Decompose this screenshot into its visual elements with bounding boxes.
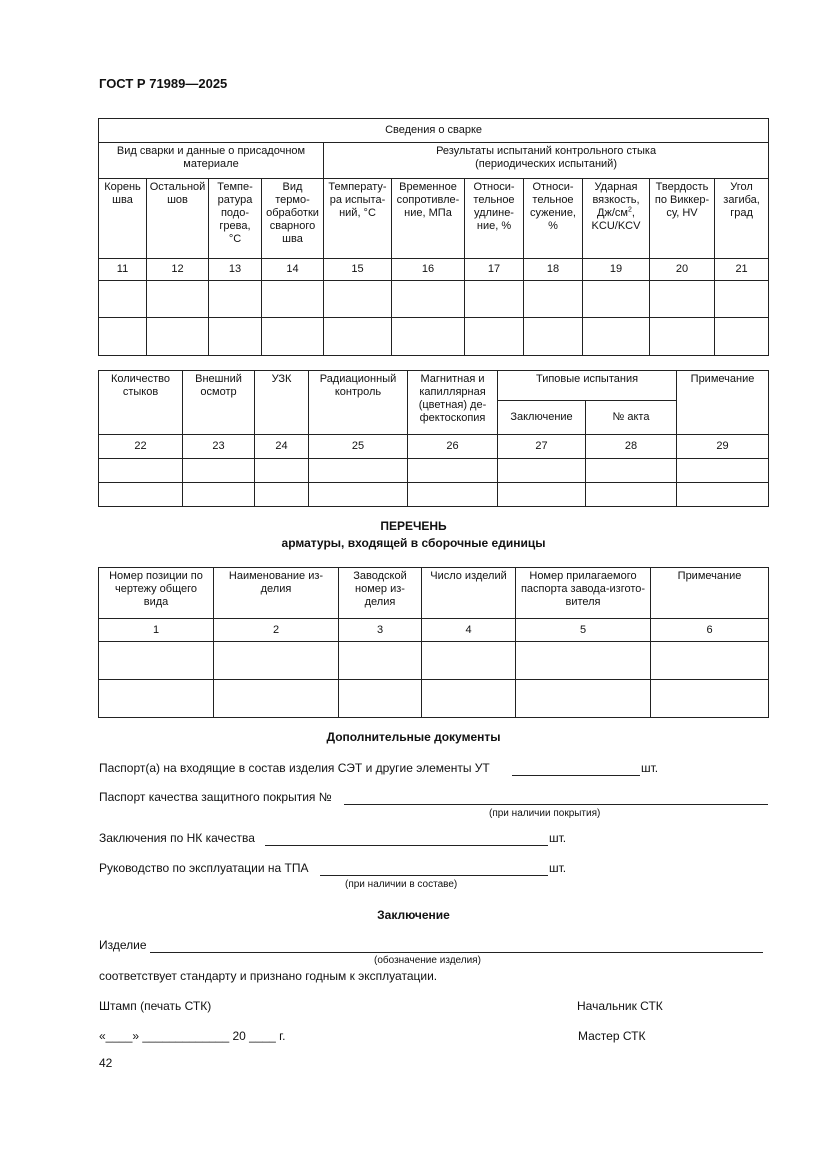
column-number: 4 bbox=[422, 619, 516, 642]
unit-pcs: шт. bbox=[641, 761, 659, 775]
nk-count-field[interactable] bbox=[265, 845, 548, 846]
column-header: Вид термо- обработки сварного шва bbox=[262, 179, 324, 259]
passport-count-field[interactable] bbox=[512, 775, 640, 776]
column-header: Номер прилагаемого паспорта завода-изгото- вителя bbox=[516, 568, 651, 619]
table-row bbox=[99, 680, 769, 718]
coating-line-label: Паспорт качества защитного покрытия № bbox=[99, 790, 332, 804]
type-tests-header: Типовые испытания bbox=[498, 371, 677, 401]
item-designation-field[interactable] bbox=[150, 952, 763, 953]
table-row bbox=[99, 483, 769, 507]
test-results-group-header: Результаты испытаний контрольного стыка (периодических испытаний) bbox=[324, 143, 769, 179]
column-number: 20 bbox=[650, 259, 715, 281]
column-header-impact: Ударная вязкость, $Дж/см^2$, KCU/KCV bbox=[583, 179, 650, 259]
column-number: 22 bbox=[99, 435, 183, 459]
column-header: Число изделий bbox=[422, 568, 516, 619]
unit-pcs: шт. bbox=[549, 861, 567, 875]
column-header: Относи- тельное сужение, % bbox=[524, 179, 583, 259]
impact-suffix: KCU/KCV bbox=[591, 220, 641, 232]
unit-pcs: шт. bbox=[549, 831, 567, 845]
head-label: Начальник СТК bbox=[577, 999, 663, 1013]
column-number: 21 bbox=[715, 259, 769, 281]
manual-line-label: Руководство по эксплуатации на ТПА bbox=[99, 861, 309, 875]
act-number-subheader: № акта bbox=[586, 401, 677, 435]
column-number: 1 bbox=[99, 619, 214, 642]
column-number: 17 bbox=[465, 259, 524, 281]
column-number: 26 bbox=[408, 435, 498, 459]
column-header: Относи- тельное удлине- ние, % bbox=[465, 179, 524, 259]
stamp-label: Штамп (печать СТК) bbox=[99, 999, 212, 1013]
column-header: Корень шва bbox=[99, 179, 147, 259]
column-header: Угол загиба, град bbox=[715, 179, 769, 259]
column-header: Наименование из- делия bbox=[214, 568, 339, 619]
additional-docs-title: Дополнительные документы bbox=[326, 730, 501, 744]
column-number: 24 bbox=[255, 435, 309, 459]
column-number: 13 bbox=[209, 259, 262, 281]
armature-list-title: ПЕРЕЧЕНЬ bbox=[380, 519, 447, 533]
column-header: Темпе- ратура подо- грева, °C bbox=[209, 179, 262, 259]
column-number: 28 bbox=[586, 435, 677, 459]
welding-group-header: Вид сварки и данные о присадочном материале bbox=[99, 143, 324, 179]
passport-line-label: Паспорт(а) на входящие в состав изделия СЭТ и другие элементы УТ bbox=[99, 761, 490, 775]
column-number: 3 bbox=[339, 619, 422, 642]
column-number: 19 bbox=[583, 259, 650, 281]
impact-superscript: 2 bbox=[627, 206, 632, 214]
column-number: 5 bbox=[516, 619, 651, 642]
welding-table-caption: Сведения о сварке bbox=[99, 119, 769, 143]
column-header: Заводской номер из- делия bbox=[339, 568, 422, 619]
column-header: Примечание bbox=[651, 568, 769, 619]
column-header: Временное сопротивле- ние, МПа bbox=[392, 179, 465, 259]
manual-count-field[interactable] bbox=[320, 875, 548, 876]
conclusion-title: Заключение bbox=[377, 908, 450, 922]
column-number: 27 bbox=[498, 435, 586, 459]
column-number: 23 bbox=[183, 435, 255, 459]
armature-list-subtitle: арматуры, входящей в сборочные единицы bbox=[281, 536, 546, 550]
column-number: 14 bbox=[262, 259, 324, 281]
column-header: УЗК bbox=[255, 371, 309, 435]
conclusion-subheader: Заключение bbox=[498, 401, 586, 435]
welding-info-table bbox=[98, 118, 769, 356]
column-number: 2 bbox=[214, 619, 339, 642]
coating-note: (при наличии покрытия) bbox=[489, 808, 601, 819]
conformity-statement: соответствует стандарту и признано годным к эксплуатации. bbox=[99, 969, 438, 983]
item-note: (обозначение изделия) bbox=[374, 955, 481, 966]
column-header: Температу- ра испыта- ний, °C bbox=[324, 179, 392, 259]
column-number: 25 bbox=[309, 435, 408, 459]
impact-label: Ударная вязкость, Дж/см bbox=[592, 181, 640, 219]
column-number: 11 bbox=[99, 259, 147, 281]
coating-passport-field[interactable] bbox=[344, 804, 768, 805]
column-header: Номер позиции по чертежу общего вида bbox=[99, 568, 214, 619]
column-number: 16 bbox=[392, 259, 465, 281]
item-label: Изделие bbox=[99, 938, 147, 952]
manual-note: (при наличии в составе) bbox=[345, 879, 458, 890]
quality-control-table bbox=[98, 370, 769, 507]
column-number: 18 bbox=[524, 259, 583, 281]
date-line: «____» _____________ 20 ____ г. bbox=[99, 1029, 286, 1043]
note-header: Примечание bbox=[677, 371, 769, 435]
column-number: 29 bbox=[677, 435, 769, 459]
table-row bbox=[99, 281, 769, 318]
armature-table bbox=[98, 567, 769, 718]
master-label: Мастер СТК bbox=[578, 1029, 646, 1043]
document-header: ГОСТ Р 71989—2025 bbox=[99, 76, 228, 91]
column-header: Остальной шов bbox=[147, 179, 209, 259]
table-row bbox=[99, 459, 769, 483]
table-row bbox=[99, 318, 769, 356]
nk-line-label: Заключения по НК качества bbox=[99, 831, 255, 845]
column-number: 15 bbox=[324, 259, 392, 281]
column-number: 12 bbox=[147, 259, 209, 281]
column-header: Количество стыков bbox=[99, 371, 183, 435]
column-header: Радиационный контроль bbox=[309, 371, 408, 435]
column-header: Твердость по Виккер- су, HV bbox=[650, 179, 715, 259]
page-number: 42 bbox=[99, 1056, 113, 1070]
column-number: 6 bbox=[651, 619, 769, 642]
column-header: Магнитная и капиллярная (цветная) де- фектоскопия bbox=[408, 371, 498, 435]
column-header: Внешний осмотр bbox=[183, 371, 255, 435]
table-row bbox=[99, 642, 769, 680]
